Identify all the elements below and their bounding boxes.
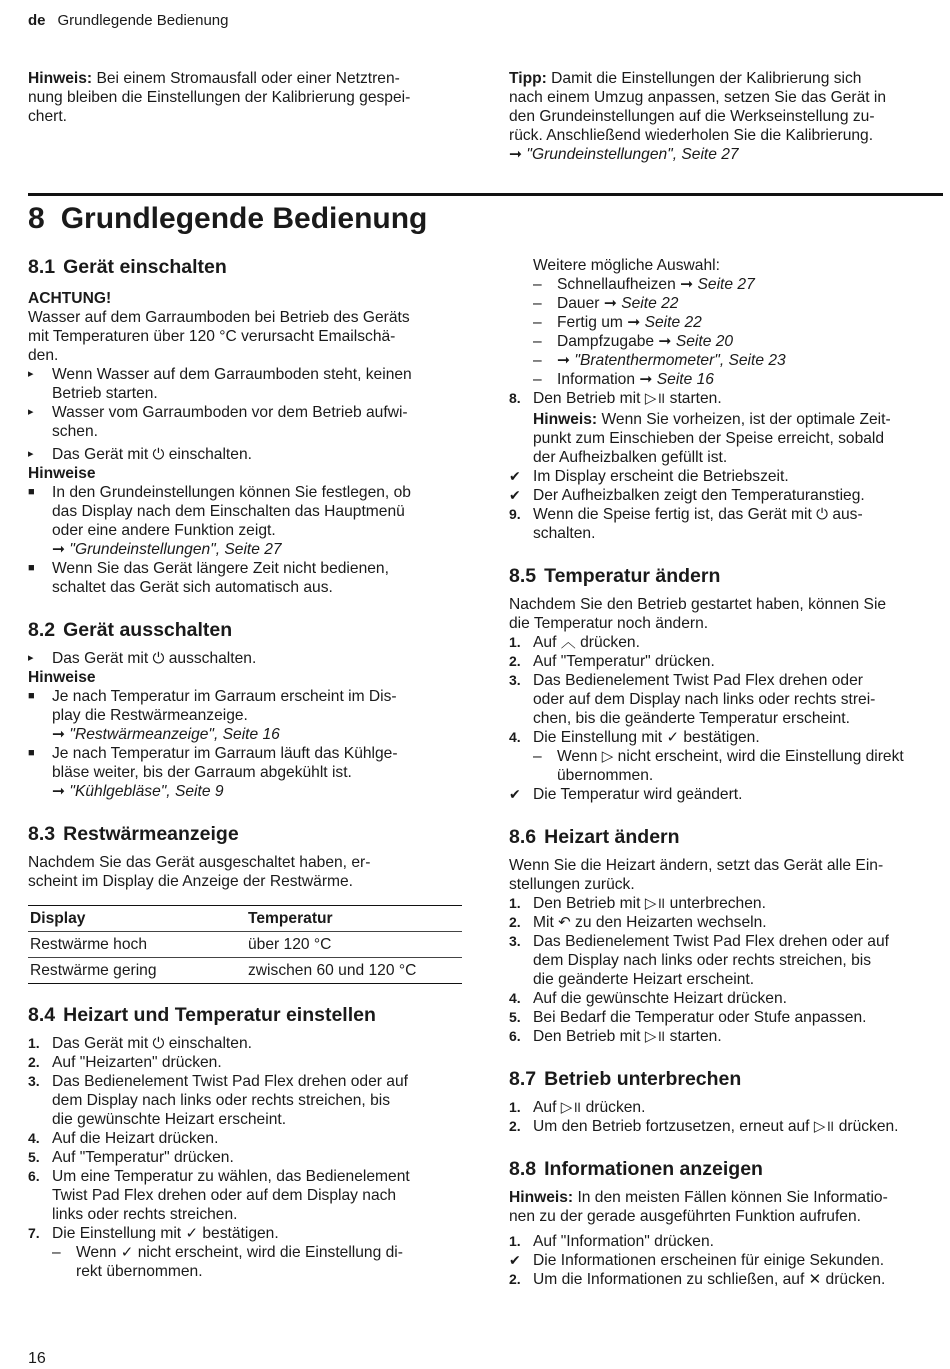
step-item: 4. Die Einstellung mit ✓ bestätigen.: [509, 729, 760, 746]
option-item: – Fertig um ➞ Seite 22: [533, 314, 702, 331]
section-heading-8-7: 8.7 Betrieb unterbrechen: [509, 1068, 742, 1090]
action-item: ▸ Wasser vom Garraumboden vor dem Betrieb aufwi- schen.: [28, 404, 408, 440]
cross-reference[interactable]: "Restwärmeanzeige", Seite 16: [69, 726, 280, 743]
cross-reference[interactable]: "Grundeinstellungen", Seite 27: [526, 146, 739, 163]
hint: Hinweis: Wenn Sie vorheizen, ist der optimale Zeit- punkt zum Einschieben der Speise erreicht, sobald der Aufheizbalken gefüllt ist.: [533, 411, 891, 466]
step-item: 3. Das Bedienelement Twist Pad Flex drehen oder oder auf dem Display nach links oder rechts strei- chen, bis die geänderte Temperatur erscheint.: [509, 672, 876, 727]
step-item: 8. Den Betrieb mit ▷॥ starten.: [509, 390, 722, 407]
section-heading-8-3: 8.3 Restwärmeanzeige: [28, 823, 239, 845]
start-pause-icon: ▷॥: [560, 1099, 582, 1116]
result-item: ✔ Die Temperatur wird geändert.: [509, 786, 743, 803]
chapter-rule: [28, 193, 943, 196]
note-label: Hinweis:: [28, 70, 93, 87]
cross-reference[interactable]: "Kühlgebläse", Seite 9: [69, 783, 224, 800]
step-item: 6. Um eine Temperatur zu wählen, das Bedienelement Twist Pad Flex drehen oder auf dem Display nach links oder rechts streichen.: [28, 1168, 410, 1223]
warning-label: ACHTUNG!: [28, 290, 112, 307]
cross-reference[interactable]: Seite 27: [697, 276, 755, 293]
cross-reference[interactable]: "Bratenthermometer", Seite 23: [574, 352, 786, 369]
note-text: chert.: [28, 108, 67, 125]
cross-reference[interactable]: Seite 20: [675, 333, 734, 350]
section-heading-8-5: 8.5 Temperatur ändern: [509, 565, 721, 587]
notes-label: Hinweise: [28, 465, 96, 482]
hint-text: In den meisten Fällen können Sie Informatio-: [573, 1189, 888, 1206]
step-item: 2. Um den Betrieb fortzusetzen, erneut auf ▷॥ drücken.: [509, 1118, 899, 1135]
step-item: 2. Um die Informationen zu schließen, auf ✕ drücken.: [509, 1271, 886, 1288]
language-code: de: [28, 12, 46, 29]
table-header-row: Display Temperatur: [28, 906, 462, 932]
step-item: 7. Die Einstellung mit ✓ bestätigen.: [28, 1225, 279, 1242]
section-heading-8-6: 8.6 Heizart ändern: [509, 826, 680, 848]
step-item: 1. Das Gerät mit ⏻ einschalten.: [28, 1035, 252, 1052]
warning-text: den.: [28, 347, 59, 364]
right-column: [509, 256, 945, 1289]
chapter-number: 8: [28, 202, 45, 235]
action-item: ▸ Das Gerät mit ⏻ einschalten.: [28, 446, 252, 463]
close-icon: ✕: [808, 1271, 822, 1288]
sub-item: – Wenn ▷ nicht erscheint, wird die Einstellung direkt übernommen.: [533, 748, 904, 784]
step-item: 3. Das Bedienelement Twist Pad Flex drehen oder auf dem Display nach links oder rechts streichen, bis die geänderte Heizart erscheint.: [509, 933, 889, 988]
arrow-right-icon: ➞: [52, 541, 70, 558]
step-item: 1. Auf ▷॥ drücken.: [509, 1099, 646, 1116]
tip-label: Tipp:: [509, 70, 547, 87]
running-header: [28, 11, 229, 30]
header-section: Grundlegende Bedienung: [57, 12, 229, 29]
note-item: ■ In den Grundeinstellungen können Sie festlegen, ob das Display nach dem Einschalten das Hauptmenü oder eine andere Funktion zeigt. ➞ "Grundeinstellungen", Seite 27: [28, 484, 411, 558]
arrow-right-icon: ➞: [627, 314, 645, 331]
paragraph: Wenn Sie die Heizart ändern, setzt das Gerät alle Ein-: [509, 857, 884, 874]
hint-text: nen zu der gerade ausgeführten Funktion aufrufen.: [509, 1208, 861, 1225]
sub-item: – Wenn ✓ nicht erscheint, wird die Einstellung di- rekt übernommen.: [52, 1244, 403, 1280]
tip-text: Damit die Einstellungen der Kalibrierung sich: [546, 70, 862, 87]
tip-text: den Grundeinstellungen auf die Werkseinstellung zu-: [509, 108, 875, 125]
chevron-up-icon: ︿: [560, 634, 576, 651]
result-item: ✔ Der Aufheizbalken zeigt den Temperaturanstieg.: [509, 487, 865, 504]
result-item: ✔ Im Display erscheint die Betriebszeit.: [509, 468, 789, 485]
power-icon: ⏻: [152, 650, 165, 667]
back-icon: ↶: [558, 914, 571, 931]
cross-reference[interactable]: Seite 22: [621, 295, 679, 312]
paragraph: Nachdem Sie das Gerät ausgeschaltet haben, er-: [28, 854, 371, 871]
option-item: – Information ➞ Seite 16: [533, 371, 714, 388]
power-icon: ⏻: [816, 506, 828, 523]
arrow-right-icon: ➞: [603, 295, 622, 312]
arrow-right-icon: ➞: [52, 783, 70, 800]
cross-reference[interactable]: Seite 16: [656, 371, 714, 388]
cross-reference[interactable]: Seite 22: [644, 314, 702, 331]
paragraph: die Temperatur noch ändern.: [509, 615, 709, 632]
section-heading-8-2: 8.2 Gerät ausschalten: [28, 619, 233, 641]
start-pause-icon: ▷॥: [813, 1118, 835, 1135]
residual-heat-table: [28, 905, 462, 984]
note-text: nung bleiben die Einstellungen der Kalibrierung gespei-: [28, 89, 411, 106]
arrow-right-icon: ➞: [658, 333, 676, 350]
option-item: – ➞ "Bratenthermometer", Seite 23: [533, 352, 786, 369]
note-item: ■ Je nach Temperatur im Garraum läuft das Kühlge- bläse weiter, bis der Garraum abgekühlt ist. ➞ "Kühlgebläse", Seite 9: [28, 745, 398, 800]
tip-text: rück. Anschließend wiederholen Sie die Kalibrierung.: [509, 127, 874, 144]
action-item: ▸ Das Gerät mit ⏻ ausschalten.: [28, 650, 257, 667]
arrow-right-icon: ➞: [680, 276, 698, 293]
note-text: Bei einem Stromausfall oder einer Netztren-: [92, 70, 400, 87]
section-heading-8-4: 8.4 Heizart und Temperatur einstellen: [28, 1004, 376, 1026]
cross-reference[interactable]: "Grundeinstellungen", Seite 27: [69, 541, 282, 558]
action-item: ▸ Wenn Wasser auf dem Garraumboden steht, keinen Betrieb starten.: [28, 366, 412, 402]
left-column: [28, 256, 468, 1281]
step-item: 6. Den Betrieb mit ▷॥ starten.: [509, 1028, 722, 1045]
power-icon: ⏻: [152, 446, 165, 463]
result-check-icon: ✔: [509, 786, 521, 802]
check-icon: ✓: [185, 1225, 199, 1242]
step-item: 2. Auf "Heizarten" drücken.: [28, 1054, 222, 1071]
paragraph: scheint im Display die Anzeige der Restwärme.: [28, 873, 354, 890]
step-item: 4. Auf die gewünschte Heizart drücken.: [509, 990, 787, 1007]
start-pause-icon: ▷॥: [644, 895, 666, 912]
notes-label: Hinweise: [28, 669, 96, 686]
step-item: 1. Den Betrieb mit ▷॥ unterbrechen.: [509, 895, 766, 912]
warning-text: mit Temperaturen über 120 °C verursacht Emailschä-: [28, 328, 396, 345]
step-item: 5. Bei Bedarf die Temperatur oder Stufe anpassen.: [509, 1009, 867, 1026]
paragraph: stellungen zurück.: [509, 876, 635, 893]
result-item: ✔ Die Informationen erscheinen für einige Sekunden.: [509, 1252, 885, 1269]
section-heading-8-1: 8.1 Gerät einschalten: [28, 256, 227, 278]
table-row: Restwärme gering zwischen 60 und 120 °C: [28, 958, 462, 984]
step-item: 5. Auf "Temperatur" drücken.: [28, 1149, 234, 1166]
top-left-note: [28, 69, 468, 126]
step-item: 1. Auf ︿ drücken.: [509, 634, 640, 651]
step-item: 1. Auf "Information" drücken.: [509, 1233, 714, 1250]
start-pause-icon: ▷॥: [644, 390, 666, 407]
power-icon: ⏻: [152, 1035, 165, 1052]
step-item: 4. Auf die Heizart drücken.: [28, 1130, 219, 1147]
step-item: 2. Auf "Temperatur" drücken.: [509, 653, 715, 670]
step-item: 9. Wenn die Speise fertig ist, das Gerät mit ⏻ aus- schalten.: [509, 506, 863, 542]
option-item: – Dauer ➞ Seite 22: [533, 295, 679, 312]
hint-label: Hinweis:: [509, 1189, 574, 1206]
step-item: 2. Mit ↶ zu den Heizarten wechseln.: [509, 914, 767, 931]
step-item: 3. Das Bedienelement Twist Pad Flex drehen oder auf dem Display nach links oder rechts streichen, bis die gewünschte Heizart erscheint.: [28, 1073, 408, 1128]
result-check-icon: ✔: [509, 1252, 521, 1268]
chapter-title: [28, 201, 443, 237]
chapter-title-text: Grundlegende Bedienung: [60, 202, 428, 235]
note-item: ■ Je nach Temperatur im Garraum erscheint im Dis- play die Restwärmeanzeige. ➞ "Restwärmeanzeige", Seite 16: [28, 688, 397, 743]
option-item: – Schnellaufheizen ➞ Seite 27: [533, 276, 755, 293]
paragraph: Nachdem Sie den Betrieb gestartet haben, können Sie: [509, 596, 887, 613]
warning-text: Wasser auf dem Garraumboden bei Betrieb des Geräts: [28, 309, 410, 326]
check-icon: ✓: [120, 1244, 134, 1261]
section-heading-8-8: 8.8 Informationen anzeigen: [509, 1158, 763, 1180]
arrow-right-icon: ➞: [52, 726, 70, 743]
table-row: Restwärme hoch über 120 °C: [28, 932, 462, 958]
check-icon: ✓: [666, 729, 680, 746]
top-right-tip: [509, 69, 943, 164]
option-item: – Dampfzugabe ➞ Seite 20: [533, 333, 734, 350]
result-check-icon: ✔: [509, 468, 521, 484]
arrow-right-icon: ➞: [639, 371, 657, 388]
next-arrow-icon: ▷: [601, 748, 614, 765]
start-pause-icon: ▷॥: [644, 1028, 666, 1045]
result-check-icon: ✔: [509, 487, 521, 503]
tip-text: nach einem Umzug anpassen, setzen Sie das Gerät in: [509, 89, 887, 106]
arrow-right-icon: ➞: [557, 352, 575, 369]
more-options-label: Weitere mögliche Auswahl:: [533, 257, 720, 274]
arrow-right-icon: ➞: [509, 146, 527, 163]
page-number: 16: [28, 1350, 46, 1367]
note-item: ■ Wenn Sie das Gerät längere Zeit nicht bedienen, schaltet das Gerät sich automatisch aus.: [28, 560, 389, 596]
